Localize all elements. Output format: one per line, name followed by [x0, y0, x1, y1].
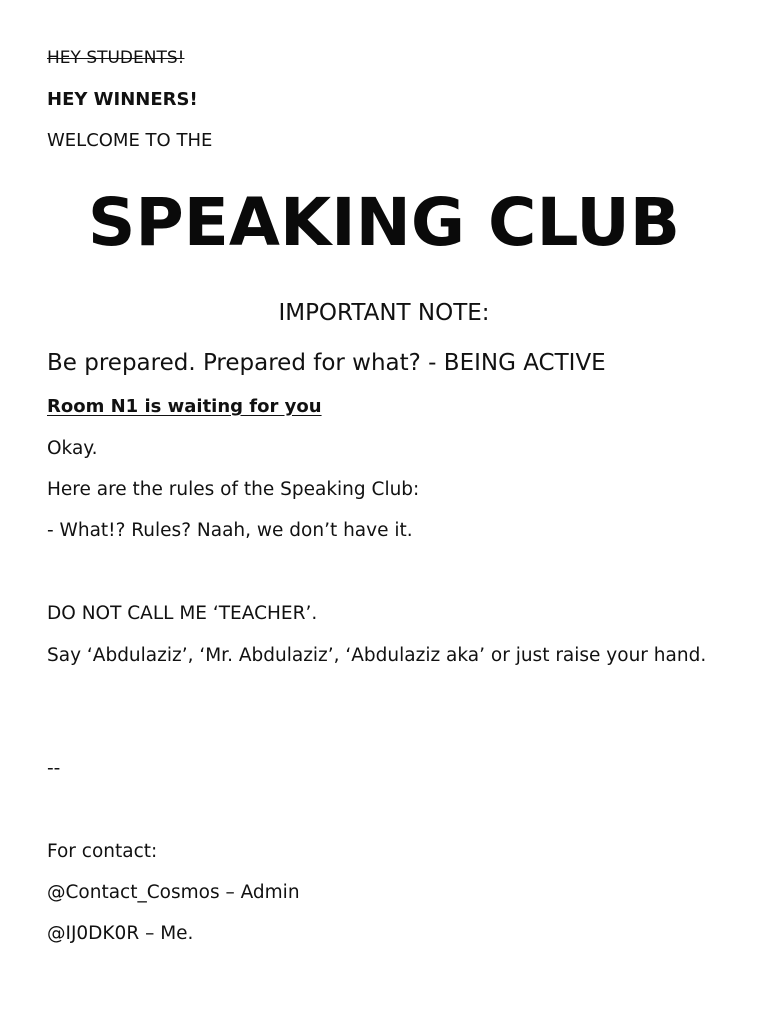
- important-note-line: Be prepared. Prepared for what? - BEING ACTIVE: [47, 350, 606, 376]
- struck-greeting: HEY STUDENTS!: [47, 48, 185, 68]
- say-name-text: Say ‘Abdulaziz’, ‘Mr. Abdulaziz’, ‘Abdulaziz aka’ or just raise your hand.: [47, 645, 707, 666]
- contact-heading: For contact:: [47, 841, 158, 862]
- do-not-call-text: DO NOT CALL ME ‘TEACHER’.: [47, 603, 318, 624]
- rules-reply-text: - What!? Rules? Naah, we don’t have it.: [47, 520, 413, 541]
- important-note-heading: IMPORTANT NOTE:: [278, 300, 490, 326]
- okay-text: Okay.: [47, 438, 98, 459]
- room-link-text: Room N1 is waiting for you: [47, 396, 322, 417]
- bold-greeting: HEY WINNERS!: [47, 89, 198, 110]
- contact-me: @IJ0DK0R – Me.: [47, 923, 194, 944]
- welcome-text: WELCOME TO THE: [47, 130, 213, 151]
- separator-text: --: [47, 758, 61, 779]
- rules-intro-text: Here are the rules of the Speaking Club:: [47, 479, 420, 500]
- page-title: SPEAKING CLUB: [87, 184, 681, 261]
- contact-admin: @Contact_Cosmos – Admin: [47, 882, 300, 903]
